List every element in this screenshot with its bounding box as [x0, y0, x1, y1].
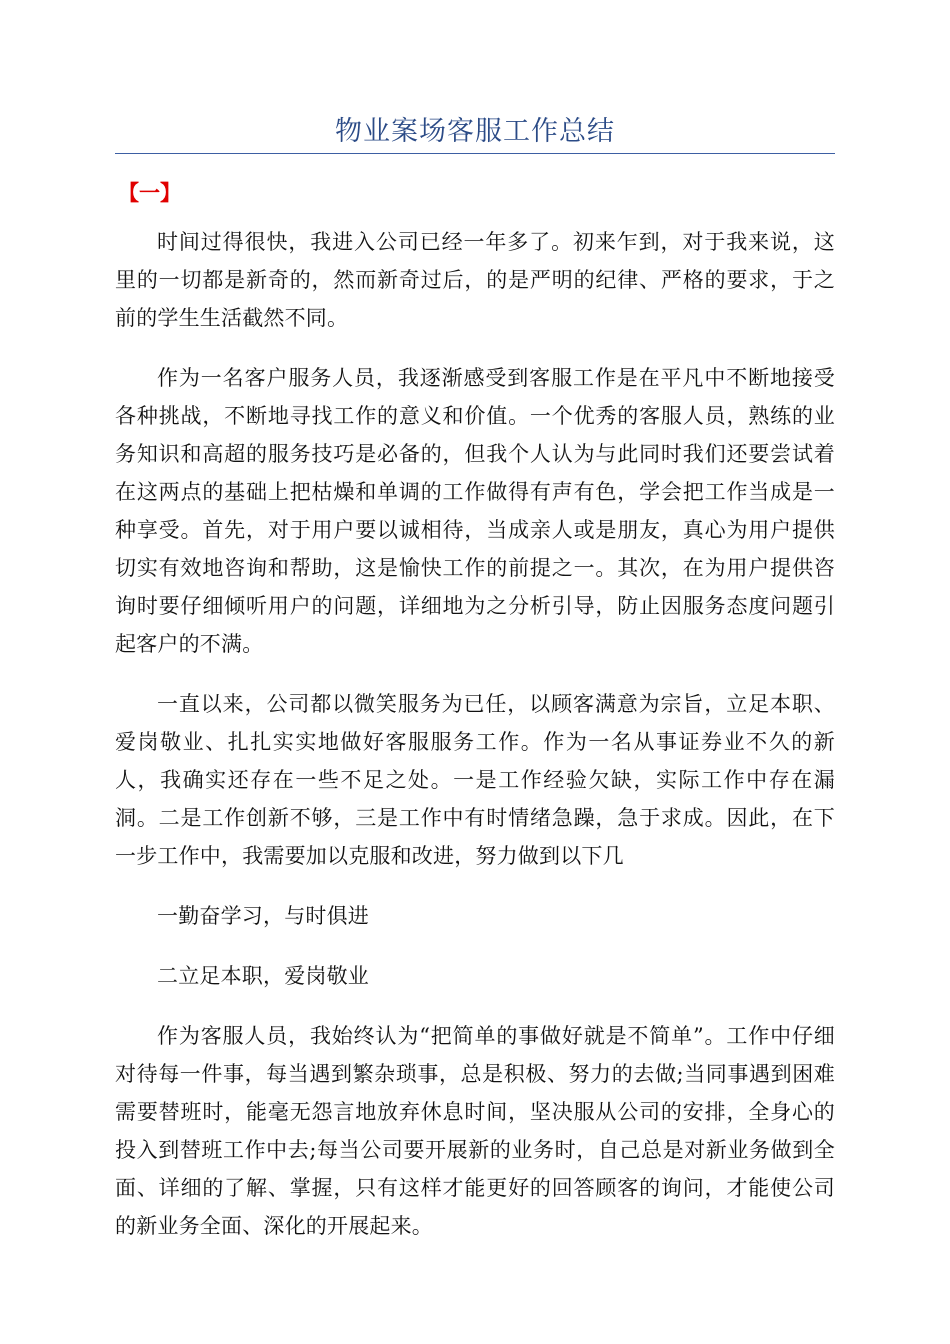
paragraph-6: 作为客服人员，我始终认为“把简单的事做好就是不简单”。工作中仔细对待每一件事，每当遇到繁杂琐事，总是积极、努力的去做;当同事遇到困难需要替班时，能毫无怨言地放弃休息时间，坚决服从公司的安排，全身心的投入到替班工作中去;每当公司要开展新的业务时，自己总是对新业务做到全面、详细的了解、掌握，只有这样才能更好的回答顾客的询问，才能使公司的新业务全面、深化的开展起来。 [115, 1024, 835, 1238]
section-marker: 【一】 [118, 181, 181, 205]
paragraph-2: 作为一名客户服务人员，我逐渐感受到客服工作是在平凡中不断地接受各种挑战，不断地寻找工作的意义和价值。一个优秀的客服人员，熟练的业务知识和高超的服务技巧是必备的，但我个人认为与此同时我们还要尝试着在这两点的基础上把枯燥和单调的工作做得有声有色，学会把工作当成是一种享受。首先，对于用户要以诚相待，当成亲人或是朋友，真心为用户提供切实有效地咨询和帮助，这是愉快工作的前提之一。其次，在为用户提供咨询时要仔细倾听用户的问题，详细地为之分析引导，防止因服务态度问题引起客户的不满。 [115, 366, 835, 656]
paragraph-4: 一勤奋学习，与时俱进 [157, 904, 369, 928]
paragraph-1: 时间过得很快，我进入公司已经一年多了。初来乍到，对于我来说，这里的一切都是新奇的，然而新奇过后，的是严明的纪律、严格的要求，于之前的学生生活截然不同。 [115, 230, 835, 330]
paragraph-3: 一直以来，公司都以微笑服务为已任，以顾客满意为宗旨，立足本职、爱岗敬业、扎扎实实地做好客服服务工作。作为一名从事证券业不久的新人，我确实还存在一些不足之处。一是工作经验欠缺，实际工作中存在漏洞。二是工作创新不够，三是工作中有时情绪急躁，急于求成。因此，在下一步工作中，我需要加以克服和改进，努力做到以下几 [115, 692, 835, 868]
page-title: 物业案场客服工作总结 [335, 116, 615, 147]
body-text [115, 223, 835, 1267]
paragraph-5: 二立足本职，爱岗敬业 [157, 964, 369, 988]
title-underline [115, 153, 835, 154]
